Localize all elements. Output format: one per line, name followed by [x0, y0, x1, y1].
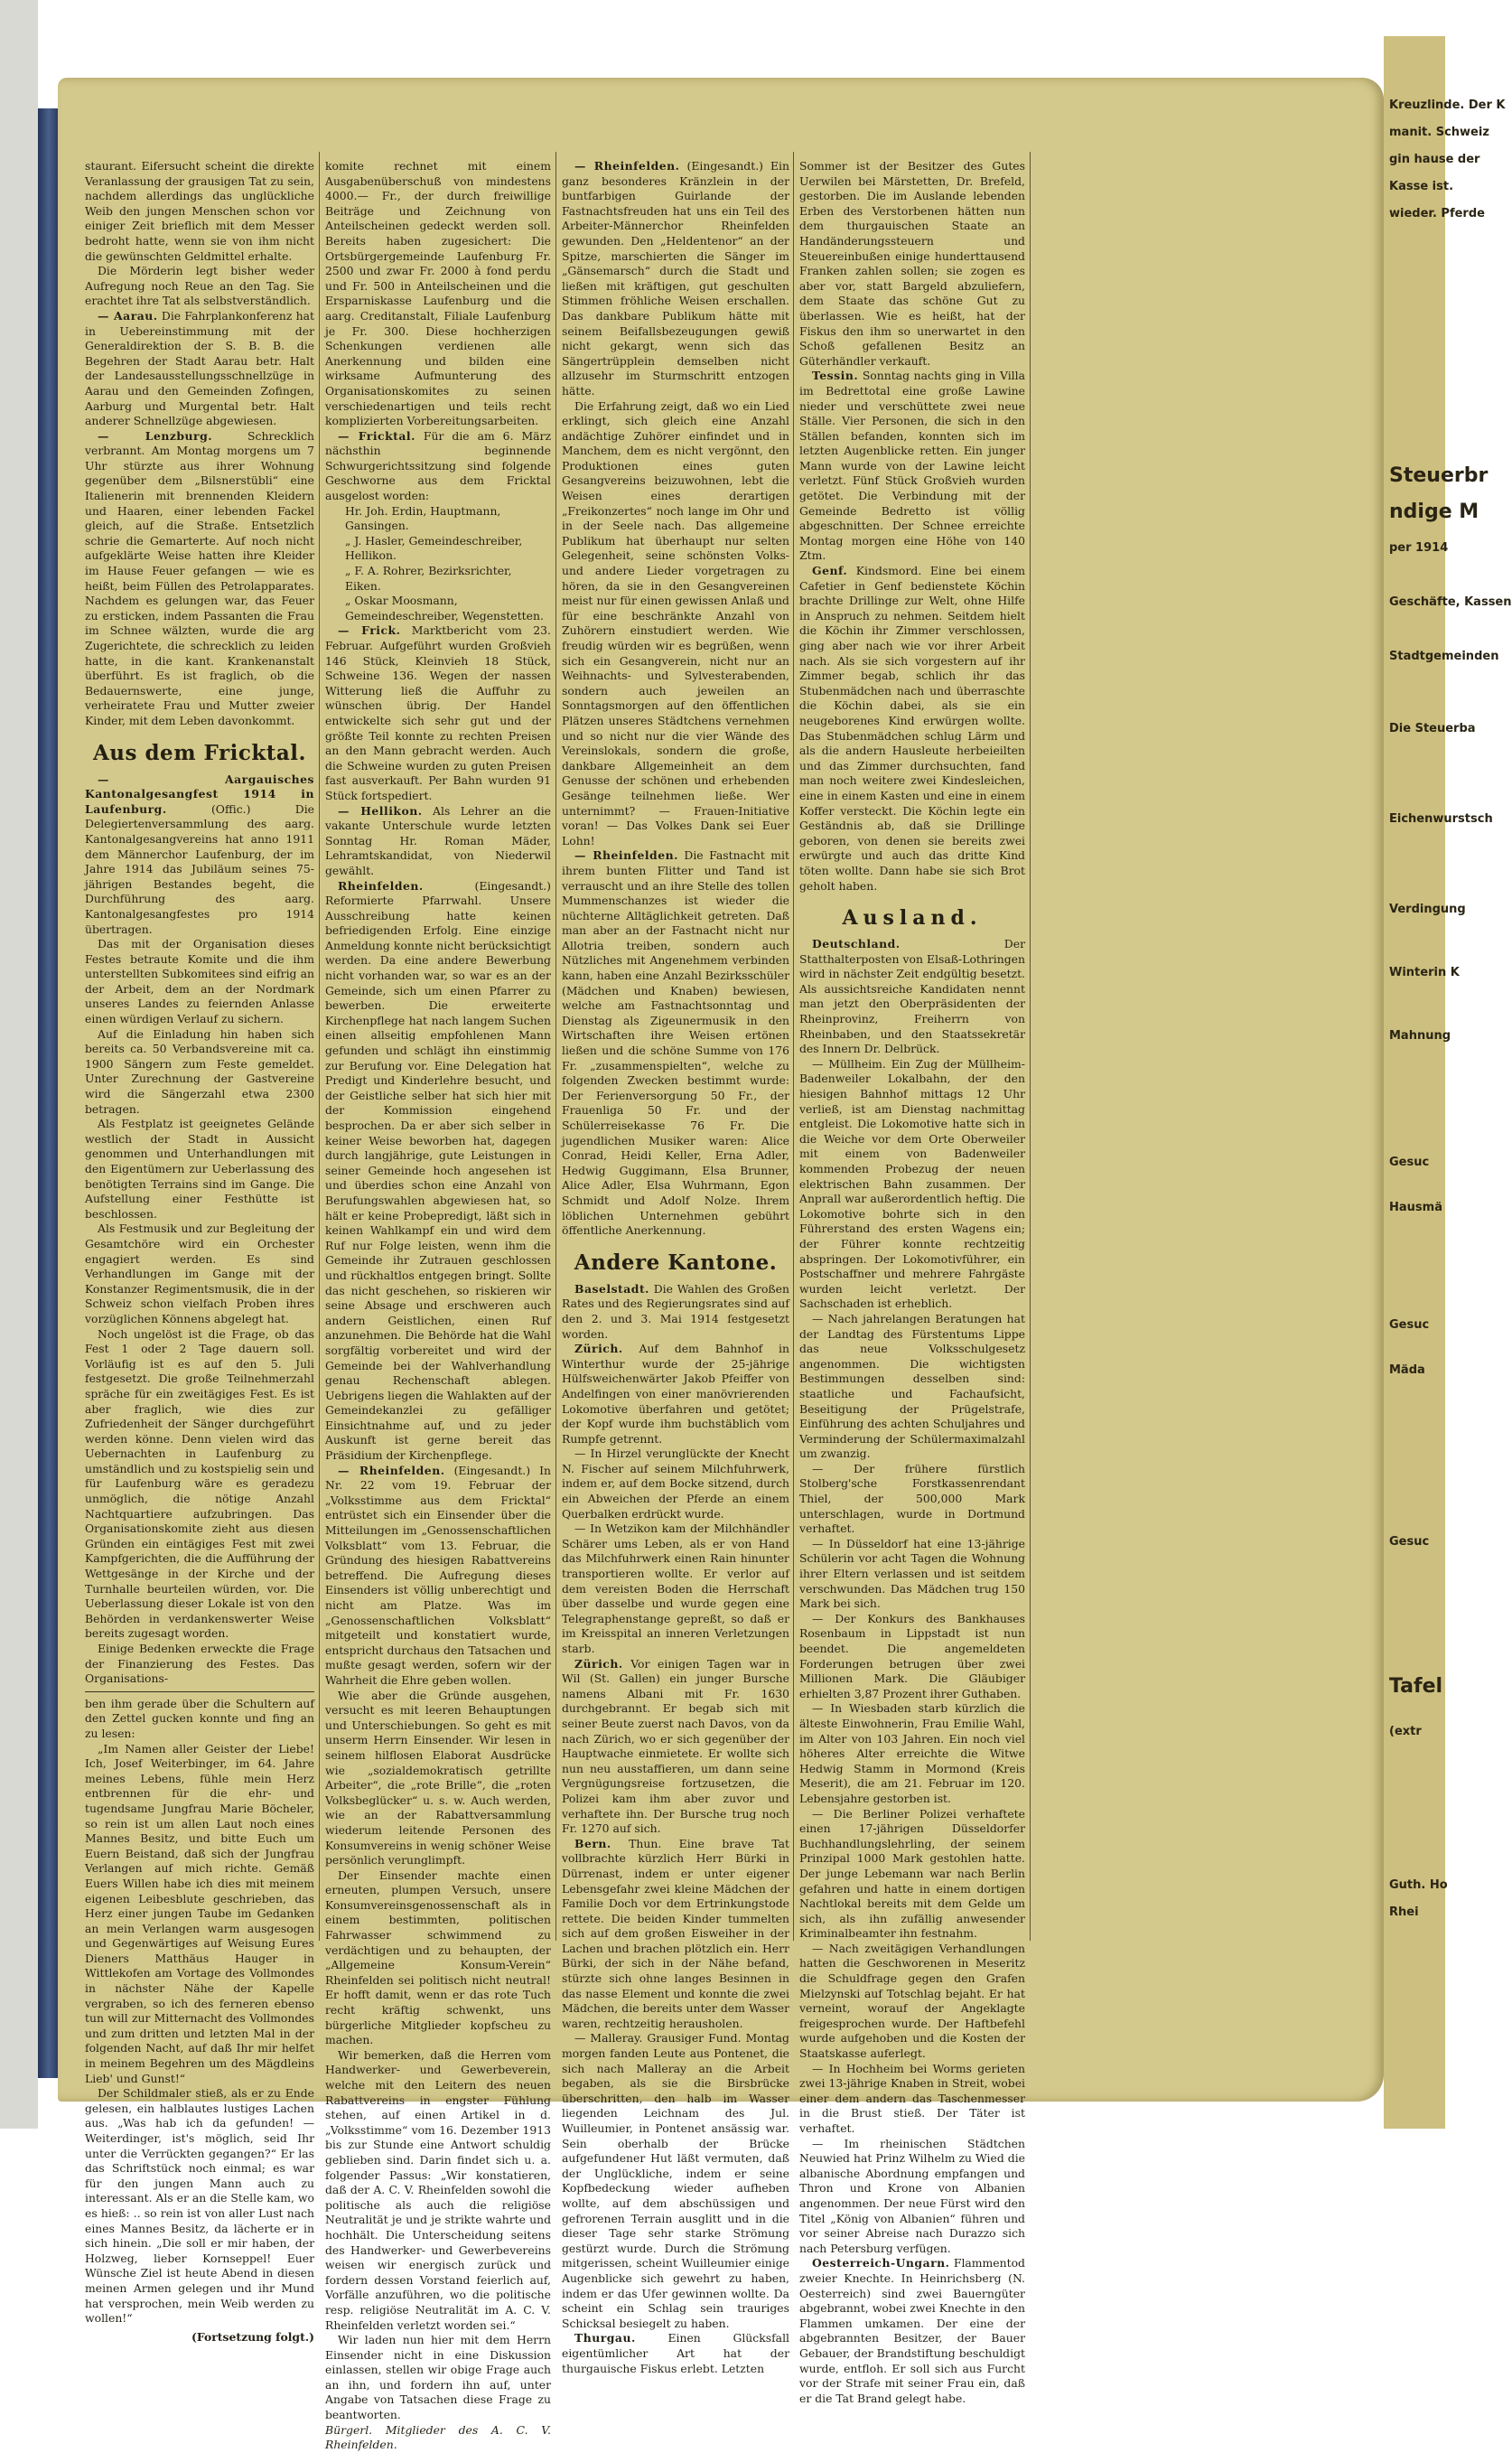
article-paragraph — [799, 1537, 1025, 1612]
dateline: Thurgau. — [574, 2331, 636, 2345]
dateline: Genf. — [812, 564, 848, 578]
article-paragraph — [85, 1027, 314, 1118]
paragraph-text: Noch ungelöst ist die Frage, ob das Fest 1 oder 2 Tage dauern soll. Vorläufig ist es auf den 5. Juli festgesetzt. Die große Teilnehmerzahl spräche für ein zweitägiges Fest. Es ist aber fraglich, wie dies zur Zufriedenheit der Sänger durchgeführt werden könne. Denn vielen wird das Uebernachten in Laufenburg zu umständlich und zu kostspielig sein und für Laufenburg wäre es geradezu unmöglich, die nötige Anzahl Nachtquartiere aufzubringen. Das Organisationskomite zieht aus diesen Gründen ein eintägiges Fest mit zwei Kampfgerichten, die die Aufführung der Wettgesänge in der Kirche und der Turnhalle beurteilen würden, vor. Die Ueberlassung dieser Lokale ist von den Behörden in verdankenswerter Weise bereits zugesagt worden. — [85, 1326, 314, 1641]
paragraph-text: — In Düsseldorf hat eine 13-jährige Schülerin vor acht Tagen die Wohnung ihrer Eltern verlassen und ist seitdem verschwunden. Das Mädchen trug 150 Mark bei sich. — [799, 1536, 1025, 1611]
section-heading: Aus dem Fricktal. — [92, 740, 307, 765]
paragraph-text: Wir laden nun hier mit dem Herrn Einsender nicht in eine Diskussion einlassen, stellen wir obige Frage auch an ihn, und fordern ihn auf, unter Angabe von Tatsachen diese Frage zu beantworten. — [325, 2333, 551, 2422]
article-paragraph — [799, 2137, 1025, 2257]
paragraph-text: Flammentod zweier Knechte. In Heinrichsberg (N. Oesterreich) sind zwei Bauerngüter abgebrannt, wobei zwei Knechte in den Flammen umkamen. Der eine der abgebrannten Besitzer, der Bauer Gebauer, der Brandstiftung beschuldigt wurde, entfloh. Er soll sich aus Furcht vor der Strafe mit seiner Frau ein, daß er die Tat Brand gelegt habe. — [799, 2256, 1025, 2405]
article-paragraph — [799, 1057, 1025, 1312]
article-paragraph — [562, 848, 789, 1238]
article-paragraph — [562, 1282, 789, 1342]
paragraph-text: Einen Glücksfall eigentümlicher Art hat der thurgauische Fiskus erlebt. Letzten — [562, 2331, 789, 2375]
article-paragraph — [799, 564, 1025, 894]
paragraph-text: — Die Berliner Polizei verhaftete einen 17-jährigen Düsseldorfer Buchhandlungslehrling, der seinem Prinzipal 1000 Mark gestohlen hatte. Der junge Lebemann war nach Berlin gefahren und hatte in einem dortigen Nachtlokal bereits mit dem Gelde um sich, als ihn zufällig anwesender Kriminalbeamter ihn festnahm. — [799, 1806, 1025, 1941]
paragraph-text: Marktbericht vom 23. Februar. Aufgeführt wurden Großvieh 146 Stück, Kleinvieh 18 Stück, Schweine 136. Wegen der nassen Witterung ließ die Auffuhr zu wünschen übrig. Der Handel entwickelte sich sehr gut und der größte Teil konnte zu rechten Preisen an den Mann gebracht werden. Auch die Schweine wurden zu guten Preisen fast ausverkauft. Per Bahn wurden 91 Stück fortspediert. — [325, 623, 551, 802]
article-paragraph — [562, 2331, 789, 2376]
adjacent-page-fragment: Hausmä — [1389, 1201, 1442, 1214]
paragraph-text: staurant. Eifersucht scheint die direkte Veranlassung der grausigen Tat zu sein, nachdem allerdings das unglückliche Weib den jungen Menschen schon vor einiger Zeit brieflich mit dem Messer bedroht hatte, wenn sie von ihm nicht die gewünschten Geldmittel erhalte. — [85, 159, 314, 263]
paragraph-text: — Im rheinischen Städtchen Neuwied hat Prinz Wilhelm zu Wied die albanische Abordnung empfangen und Thron und Krone von Albanien angenommen. Der neue Fürst wird den Titel „König von Albanien“ führen und vor seiner Abreise nach Durazzo sich nach Petersburg verfügen. — [799, 2136, 1025, 2255]
article-paragraph — [325, 429, 551, 504]
article-paragraph — [325, 804, 551, 879]
article-paragraph — [562, 1837, 789, 2032]
dateline: Tessin. — [812, 369, 859, 383]
adjacent-page-fragment: Geschäfte, Kassen — [1389, 595, 1512, 609]
book-binding — [38, 108, 58, 2078]
adjacent-page-fragment: wieder. Pferde — [1389, 207, 1485, 220]
paragraph-text: Die Fastnacht mit ihrem bunten Flitter und Tand ist verrauscht und an ihre Stelle des tollen Mummenschanzes ist wieder die nüchterne Alltäglichkeit getreten. Daß man aber an der Fastnacht nicht nur Allotria treiben, sondern auch Nützliches mit Angenehmem verbinden kann, haben eine Anzahl Bezirksschüler (Mädchen und Knaben) bewiesen, welche am Fastnachtsonntag und Dienstag als Zigeunermusik in den Wirtschaften ihre Weisen ertönen ließen und die schöne Summe von 176 Fr. „zusammenspielten“, welche zu folgenden Zwecken bestimmt wurde: Der Ferienversorgung 50 Fr., der Frauenliga 50 Fr. und der Schülerreisekasse 76 Fr. Die jugendlichen Musiker waren: Alice Conrad, Heidi Keller, Erna Adler, Hedwig Guggimann, Elsa Brunner, Alice Adler, Elsa Wuhrmann, Egon Schmidt und Adolf Nolze. Ihrem löblichen Unternehmen gebührt öffentliche Anerkennung. — [562, 848, 790, 1238]
adjacent-page-edge — [1384, 36, 1512, 2129]
paragraph-text: (Eingesandt.) Reformierte Pfarrwahl. Unsere Ausschreibung hatte keinen befriedigenden Erfolg. Eine einzige Anmeldung konnte nicht berücksichtigt werden. Da eine andere Bewerbung nicht vorhanden war, so war es an der Gemeinde, sich um einen Pfarrer zu bewerben. Die erweiterte Kirchenpflege hat nach langem Suchen einen allseitig empfohlenen Mann gefunden und schlägt ihn einstimmig zur Berufung vor. Eine Delegation hat Predigt und Kinderlehre besucht, und der Geistliche selber hat sich hier mit der Kommission eingehend besprochen. Da er aber sich selber in keiner Weise beworben hat, dagegen durch langjährige, gute Leistungen in seiner Gemeinde hoch angesehen ist und überdies schon eine Anzahl von Berufungswahlen abgewiesen hat, so hält er keine Probepredigt, läßt sich in keinen Wahlkampf ein und wird dem Ruf nur Folge leisten, wenn ihm die Gemeinde ihr Zutrauen geschlossen und rückhaltlos entgegen bringt. Sollte das nicht geschehen, so riskieren wir seine Absage und erschweren auch andern Geistlichen, einen Ruf anzunehmen. Die Behörde hat die Wahl sorgfältig vorbereitet und wird der Gemeinde bei der Wahlverhandlung genau Rechenschaft ablegen. Uebrigens liegen die Wahlakten auf der Gemeindekanzlei zu gefälliger Einsichtnahme auf, und zu jeder Auskunft ist gerne bereit das Präsidium der Kirchenpflege. — [325, 878, 551, 1463]
paragraph-text: Kindsmord. Eine bei einem Cafetier in Genf bedienstete Köchin brachte Drillinge zur Welt, ohne Hilfe in Anspruch zu nehmen. Seitdem hielt die Köchin ihr Zimmer verschlossen, ging aber nach wie vor ihrer Arbeit nach. Als sie sich vorgestern auf ihr Zimmer begab, schlich ihr das Stubenmädchen nach und überraschte die Köchin dabei, als sie ein neugeborenes Kind erwürgen wollte. Das Stubenmädchen schlug Lärm und als die andern Hausleute herbeieilten und das Zimmer durchsuchten, fand man noch weitere zwei Kindesleichen, eine in einem Kasten und eine in einem Koffer versteckt. Die Köchin legte ein Geständnis ab, daß sie Drillinge geboren, von denen sie bereits zwei erwürgte und auch das dritte Kind töten wollte. Dann habe sie sich Brot geholt haben. — [799, 564, 1025, 893]
article-paragraph — [85, 1642, 314, 1687]
article-paragraph — [562, 399, 789, 849]
article-paragraph — [85, 1742, 314, 2087]
dateline: — Rheinfelden. — [574, 159, 680, 173]
adjacent-page-fragment: Eichenwurstsch — [1389, 812, 1493, 826]
continuation-note: (Fortsetzung folgt.) — [191, 2329, 314, 2344]
list-item: „ F. A. Rohrer, Bezirksrichter, Eiken. — [345, 564, 512, 593]
column-1 — [85, 159, 314, 2344]
article-paragraph — [325, 2333, 551, 2423]
adjacent-page-fragment: Winterin K — [1389, 966, 1460, 979]
article-paragraph — [562, 1521, 789, 1656]
article-paragraph — [799, 937, 1025, 1057]
article-paragraph — [562, 2031, 789, 2331]
adjacent-page-fragment: manit. Schweiz — [1389, 126, 1489, 139]
paragraph-text: — In Hirzel verunglückte der Knecht N. Fischer auf seinem Milchfuhrwerk, indem er, auf dem Bocke sitzend, durch ein Abweichen der Pferde an einem Querbalken erdrückt wurde. — [562, 1447, 789, 1521]
juror-list — [325, 504, 551, 624]
adjacent-page-fragment: Mahnung — [1389, 1029, 1451, 1043]
feuilleton-divider — [85, 1691, 314, 1692]
paragraph-text: — Nach zweitägigen Verhandlungen hatten die Geschworenen in Meseritz die Schuldfrage gegen den Grafen Mielzynski auf Totschlag bejaht. Er hat verneint, worauf der Angeklagte freigesprochen wurde. Der Haftbefehl wurde aufgehoben und die Kosten der Staatskasse auferlegt. — [799, 1941, 1025, 2061]
section-heading: Ausland. — [842, 906, 983, 931]
paragraph-text: — Müllheim. Ein Zug der Müllheim-Badenweiler Lokalbahn, der den hiesigen Bahnhof mittags 12 Uhr verließ, ist am Dienstag nachmittag entgleist. Die Lokomotive hatte sich in die Weiche vor dem Orte Oberweiler mit einem von Badenweiler kommenden Probezug der neuen elektrischen Bahn zusammen. Der Anprall war außerordentlich heftig. Die Lokomotive bohrte sich in den Führerstand des ersten Wagens ein; der Führer konnte rechtzeitig abspringen. Der Lokomotivführer, ein Postschaffner und mehrere Fahrgäste wurden leicht verletzt. Der Sachschaden ist erheblich. — [799, 1056, 1025, 1311]
column-2 — [325, 159, 552, 2452]
paragraph-text: Die Fahrplankonferenz hat in Uebereinstimmung mit der Generaldirektion der S. B. B. die Begehren der Stadt Aarau betr. Halt der Landesausstellungsschnellzüge in Aarau und den Gemeinden Zofingen, Aarburg und Murgental betr. Halt anderer Schnellzüge abgewiesen. — [85, 308, 314, 428]
paragraph-text: (Eingesandt.) Ein ganz besonderes Kränzlein in der buntfarbigen Guirlande der Fastnachtsfreuden hat uns ein Teil des Arbeiter-Männerchor Rheinfelden gewunden. Den „Heldentenor“ an der Spitze, marschierten die Sänger im „Gänsemarsch“ durch die Stadt und ließen mit kräftigen, gut geschulten Stimmen fröhliche Weisen erschallen. Das dankbare Publikum hätte mit seinem Beifallsbezeugungen gewiß nicht gekargt, wenn sich das Sängertrüpplein demselben nicht allzusehr im Sturmschritt entzogen hätte. — [562, 159, 789, 398]
column-4 — [799, 159, 1025, 2405]
paragraph-text: — In Wiesbaden starb kürzlich die älteste Einwohnerin, Frau Emilie Wahl, im Alter von 103 Jahren. Ein noch viel höheres Alter erreichte die Witwe Hedwig Stamm in Mormond (Kreis Meserit), die am 21. Februar im 120. Lebensjahre gestorben ist. — [799, 1701, 1025, 1805]
adjacent-page-fragment: per 1914 — [1389, 541, 1449, 555]
article-paragraph — [799, 1942, 1025, 2062]
article-paragraph — [325, 1464, 551, 1689]
dateline: Baselstadt. — [574, 1281, 649, 1296]
paragraph-text: Der Statthalterposten von Elsaß-Lothringen wird in nächster Zeit endgültig besetzt. Als aussichtsreiche Kandidaten nennt man jetzt den Oberpräsidenten der Rheinprovinz, Freiherrn von Rheinbaben, und den Staatssekretär des Innern Dr. Delbrück. — [799, 937, 1025, 1056]
adjacent-page-fragment: (extr — [1389, 1725, 1422, 1738]
article-paragraph — [799, 1807, 1025, 1942]
dateline: Zürich. — [574, 1656, 623, 1671]
paragraph-text: Die Erfahrung zeigt, daß wo ein Lied erklingt, sich gleich eine Anzahl andächtige Zuhörer einfindet und in Manchem, dem es nicht vergönnt, den Produktionen eines guten Gesangvereins beizuwohnen, lebt die Weisen eines derartigen „Freikonzertes“ noch lange im Ohr und in der Seele nach. Das allgemeine Publikum hat überhaupt nur selten Gelegenheit, seine schönsten Volks- und andere Lieder vorgetragen zu hören, da sie in den Gesangvereinen meist nur für einen gewissen Anlaß und für eine beschränkte Anzahl von Zuhörern einstudiert werden. Wie freudig würden wir es begrüßen, wenn sich ein Gesangverein, nicht nur an Weihnachts- und Sylvesterabenden, sondern auch jeweilen an Sonntagsmorgen auf den öffentlichen Plätzen unseres Städtchens vernehmen und so nicht nur die vier Wände des Vereinslokals, sondern die große, dankbare Allgemeinheit an dem Genusse der schönen und erhebenden Gesänge teilnehmen ließe. Wer unternimmt? — Frauen-Initiative voran! — Das Volkes Dank sei Euer Lohn! — [562, 398, 789, 847]
article-paragraph — [799, 369, 1025, 564]
list-item: „ J. Hasler, Gemeindeschreiber, Hellikon. — [345, 533, 523, 563]
section-heading: Andere Kantone. — [574, 1250, 778, 1275]
adjacent-page-fragment: Verdingung — [1389, 903, 1466, 916]
article-paragraph — [799, 159, 1025, 369]
adjacent-page-fragment: Rhei — [1389, 1905, 1419, 1919]
article-paragraph — [85, 2086, 314, 2327]
paragraph-text: Wie aber die Gründe ausgehen, versucht es mit leeren Behauptungen und Unterschiebungen. So geht es mit unserm Herrn Einsender. Wir lesen in seinem hilflosen Elaborat Ausdrücke wie „sozialdemokratisch getrillte Arbeiter“, die „rote Brille“, die „roten Volksbeglücker“ u. s. w. Auch werden, wie an der Rabattversammlung wiederum leitende Personen des Konsumvereins in wenig schöner Weise persönlich verunglimpft. — [325, 1688, 551, 1868]
adjacent-page-fragment: Tafel — [1389, 1675, 1443, 1698]
article-paragraph — [325, 879, 551, 1464]
dateline: Zürich. — [574, 1342, 623, 1356]
paragraph-text: Als Festplatz ist geeignetes Gelände westlich der Stadt in Aussicht genommen und Unterhandlungen mit den Eigentümern zur Ueberlassung des benötigten Terrains sind im Gange. Die Aufstellung einer Festhütte ist beschlossen. — [85, 1117, 314, 1221]
column-rule — [793, 152, 794, 1941]
adjacent-page-fragment: Guth. Ho — [1389, 1878, 1448, 1892]
dateline: — Frick. — [338, 623, 401, 638]
article-paragraph — [85, 264, 314, 309]
paragraph-text: (Offic.) Die Delegiertenversammlung des aarg. Kantonalgesangvereins hat anno 1911 dem Männerchor Laufenburg, der im Jahre 1914 das Jubiläum seines 75-jährigen Bestandes begeht, die Durchführung des aarg. Kantonalgesangfestes pro 1914 übertragen. — [85, 801, 314, 936]
paragraph-text: Wir bemerken, daß die Herren vom Handwerker- und Gewerbeverein, welche mit den Leitern des neuen Rabattvereins in engster Fühlung stehen, auf einen Artikel in d. „Volksstimme“ vom 16. Dezember 1913 bis zur Stunde eine Antwort schuldig geblieben sind. Darin findet sich u. a. folgender Passus: „Wir konstatieren, daß der A. C. V. Rheinfelden sowohl die politische als auch die religiöse Neutralität je und je strikte wahrte und hochhält. Die Unterscheidung seitens des Handwerker- und Gewerbevereins weisen wir energisch zurück und fordern dessen Vorstand feierlich auf, Vorfälle anzuführen, wo die politische resp. religiöse Neutralität im A. C. V. Rheinfelden verletzt worden sei.“ — [325, 2047, 551, 2332]
dateline: Bern. — [574, 1836, 611, 1850]
article-paragraph — [325, 2048, 551, 2333]
dateline: — Rheinfelden. — [574, 848, 678, 863]
column-3 — [562, 159, 790, 2375]
list-item: „ Oskar Moosmann, Gemeindeschreiber, Wegenstetten. — [345, 594, 544, 623]
article-signature: Bürgerl. Mitglieder des A. C. V. Rheinfelden. — [325, 2422, 551, 2452]
article-paragraph — [325, 623, 551, 803]
paragraph-text: — In Wetzikon kam der Milchhändler Schärer ums Leben, als er von Hand das Milchfuhrwerk einen Rain hinunter transportieren wollte. Er verlor auf dem vereisten Boden die Herrschaft über dasselbe und wurde gegen eine Telegraphenstange gepreßt, so daß er im Kreisspital an inneren Verletzungen starb. — [562, 1521, 789, 1655]
article-paragraph — [85, 1327, 314, 1642]
paragraph-text: Als Festmusik und zur Begleitung der Gesamtchöre wird ein Orchester engagiert werden. Es sind Verhandlungen im Gange mit der Konstanzer Regimentsmusik, die in der Schweiz schon vielfach Proben ihres vorzüglichen Könnens abgelegt hat. — [85, 1222, 314, 1325]
adjacent-page-fragment: ndige M — [1389, 501, 1479, 523]
dateline: — Fricktal. — [338, 428, 415, 443]
adjacent-page-fragment: Die Steuerba — [1389, 722, 1476, 735]
article-paragraph — [799, 1312, 1025, 1462]
article-paragraph — [799, 1612, 1025, 1702]
article-paragraph — [85, 429, 314, 729]
dateline: — Aarau. — [98, 308, 158, 323]
article-paragraph — [85, 937, 314, 1027]
article-paragraph — [85, 309, 314, 429]
paragraph-text: ben ihm gerade über die Schultern auf den Zettel gucken konnte und fing an zu lesen: — [85, 1696, 314, 1740]
paragraph-text: Sonntag nachts ging in Villa im Bedrettotal eine große Lawine nieder und verschüttete zwei neue Ställe. Vier Personen, die sich in den Ställen befanden, konnten sich im letzten Augenblicke retten. Ein junger Mann wurde von der Lawine leicht verletzt. Fünf Stück Großvieh wurden getötet. Die Verbindung mit der Gemeinde Bedretto ist völlig abgeschnitten. Der Schnee erreichte Montag morgen eine Höhe von 140 Ztm. — [799, 369, 1025, 563]
paragraph-text: Auf die Einladung hin haben sich bereits ca. 50 Verbandsvereine mit ca. 1900 Sängern zum Feste gemeldet. Unter Zurechnung der Gastvereine wird die Sängerzahl etwa 2300 betragen. — [85, 1026, 314, 1116]
adjacent-page-fragment: Steuerbr — [1389, 464, 1489, 487]
adjacent-page-fragment: Gesuc — [1389, 1318, 1430, 1332]
paragraph-text: Für die am 6. März nächsthin beginnende Schwurgerichtssitzung sind folgende Geschworne aus dem Fricktal ausgelost worden: — [325, 428, 552, 503]
paragraph-text: Schrecklich verbrannt. Am Montag morgens um 7 Uhr stürzte aus ihrer Wohnung gegenüber dem „Bilsnerstübli“ eine Italienerin mit brennenden Kleidern und Haaren, einer lebenden Fackel gleich, auf die Straße. Entsetzlich schrie die Gemarterte. Auf noch nicht aufgeklärte Weise hatten ihre Kleider im Hause Feuer gefangen — wie es heißt, beim Füllen des Petrolapparates. Nachdem es gelungen war, das Feuer zu ersticken, indem Passanten die Frau im Schnee wälzten, wurde die arg Zugerichtete, die schrecklich zu leiden hatte, in die kant. Krankenanstalt überführt. Es ist fraglich, ob die Bedauernswerte, eine junge, verheiratete Frau und Mutter zweier Kinder, mit dem Leben davonkommt. — [85, 428, 314, 727]
article-paragraph — [325, 159, 551, 429]
dateline: — Rheinfelden. — [338, 1463, 445, 1477]
paragraph-text: — In Hochheim bei Worms gerieten zwei 13-jährige Knaben in Streit, wobei einer dem andern das Taschenmesser in die Brust stieß. Der Täter ist verhaftet. — [799, 2061, 1025, 2135]
paragraph-text: Einige Bedenken erweckte die Frage der Finanzierung des Festes. Das Organisations- — [85, 1642, 314, 1686]
book-left-edge — [0, 0, 38, 2129]
paragraph-text: Vor einigen Tagen war in Wil (St. Gallen) ein junger Bursche namens Albani mit Fr. 1630 durchgebrannt. Er begab sich mit seiner Beute zuerst nach Davos, von da nach Zürich, wo er sich gegenüber der Hauptwache einmietete. Er wollte sich nun neu ausstaffieren, um dann seine Vergnügungsreise fortzusetzen, die Polizei kam ihm aber zuvor und verhaftete ihn. Der Bursche trug noch Fr. 1270 auf sich. — [562, 1656, 789, 1836]
adjacent-page-fragment: Stadtgemeinden — [1389, 650, 1499, 663]
adjacent-page-fragment: gin hause der — [1389, 153, 1480, 166]
article-paragraph — [85, 159, 314, 264]
paragraph-text: (Eingesandt.) In Nr. 22 vom 19. Februar der „Volksstimme aus dem Fricktal“ entrüstet sich ein Einsender über die Mitteilungen im „Genossenschaftlichen Volksblatt“ vom 13. Februar, die Gründung des hiesigen Rabattvereins betreffend. Die Aufregung dieses Einsenders ist völlig unberechtigt und nicht am Platze. Was im „Genossenschaftlichen Volksblatt“ mitgeteilt und konstatiert wurde, entspricht durchaus den Tatsachen und mußte gesagt werden, sofern wir der Wahrheit die Ehre geben wollen. — [325, 1463, 551, 1687]
article-paragraph — [325, 1868, 551, 2048]
paragraph-text: Thun. Eine brave Tat vollbrachte kürzlich Herr Bürki in Dürrenast, indem er unter eigener Lebensgefahr zwei kleine Mädchen der Familie Doch vor dem Ertrinkungstode rettete. Die beiden Kinder tummelten sich auf dem großen Eisweiher in der Lachen und brachen plötzlich ein. Herr Bürki, der sich in der Nähe befand, stürzte sich ohne langes Besinnen in das nasse Element und konnte die zwei Mädchen, die bereits unter dem Wasser waren, rechtzeitig herausholen. — [562, 1836, 789, 2030]
dateline: — Lenzburg. — [98, 428, 213, 443]
paragraph-text: Der Einsender machte einen erneuten, plumpen Versuch, unsere Konsumvereinsgenossenschaft als in einem bestimmten, politischen Fahrwasser schwimmend zu verdächtigen und zu behaupten, der „Allgemeine Konsum-Verein“ Rheinfelden sei politisch nicht neutral! Er hofft damit, wenn er das rote Tuch recht kräftig schwenkt, uns bürgerliche Mitglieder kopfscheu zu machen. — [325, 1868, 551, 2047]
article-paragraph — [562, 1657, 789, 1837]
adjacent-page-fragment: Kreuzlinde. Der K — [1389, 98, 1506, 112]
article-paragraph — [85, 1222, 314, 1326]
article-paragraph — [85, 1697, 314, 1742]
paragraph-text: Auf dem Bahnhof in Winterthur wurde der 25-jährige Hülfsweichenwärter Jakob Pfeiffer von Andelfingen von einer manövrierenden Lokomotive überfahren und getötet; der Kopf wurde ihm buchstäblich vom Rumpfe getrennt. — [562, 1342, 789, 1446]
dateline: — Hellikon. — [338, 803, 423, 818]
paragraph-text: — Der frühere fürstlich Stolberg'sche Forstkassenrendant Thiel, der 500,000 Mark unterschlagen, wurde in Dortmund verhaftet. — [799, 1461, 1025, 1536]
paragraph-text: „Im Namen aller Geister der Liebe! Ich, Josef Weiterbinger, im 64. Jahre meines Lebens, fühle mein Herz entbrennen für die ehr- und tugendsame Jungfrau Marie Böcheler, so rein ist um allen Laut noch eines Mannes Besitz, und bitte Euch um Euern Beistand, daß sich der Jungfrau Verlangen auf mich richte. Gemäß Euers Willen habe ich dies mit meinem eigenen Leibesblute geschrieben, das Herz einer jungen Taube im Gedanken an mein Verlangen warm ausgesogen und Gegenwärtiges auf Weisung Eures Dieners Matthäus Hauger in Wittlekofen am Vortage des Vollmondes in nächster Nähe der Kapelle vergraben, so ich des ferneren ebenso tun will zur Mitternacht des Vollmondes und zum dritten und letzten Mal in der folgenden Nacht, auf daß Ihr mir helfet in meinem Begehren um des Mägdleins Lieb' und Gunst!“ — [85, 1741, 314, 2085]
adjacent-page-fragment: Gesuc — [1389, 1535, 1430, 1549]
paragraph-text: Sommer ist der Besitzer des Gutes Uerwilen bei Märstetten, Dr. Brefeld, gestorben. Die im Auslande lebenden Erben des Verstorbenen hätten nun dem thurgauischen Staate an Handänderungssteuern und Steuereinbußen einige hunderttausend Franken zahlen sollen; sie zogen es aber vor, statt Bargeld abzuliefern, dem Staate das schöne Gut zu überlassen. Wie es heißt, hat der Fiskus den ihm so unerwartet in den Schoß gefallenen Besitz an Güterhändler verkauft. — [799, 159, 1025, 368]
paragraph-text: Das mit der Organisation dieses Festes betraute Komite und die ihm unterstellten Subkomitees sind eifrig an der Arbeit, dem an der Nordmark unseres Landes zu feiernden Anlasse einen würdigen Verlauf zu sichern. — [85, 937, 314, 1026]
dateline: Deutschland. — [812, 937, 901, 951]
article-paragraph — [562, 1447, 789, 1521]
list-item: Hr. Joh. Erdin, Hauptmann, Gansingen. — [345, 503, 501, 533]
paragraph-text: Die Wahlen des Großen Rates und des Regierungsrates sind auf den 2. und 3. Mai 1914 festgesetzt worden. — [562, 1281, 789, 1341]
paragraph-text: — Der Konkurs des Bankhauses Rosenbaum in Lippstadt ist nun beendet. Die angemeldeten Forderungen betrugen über zwei Millionen Mark. Die Gläubiger erhielten 3,87 Prozent ihrer Guthaben. — [799, 1611, 1025, 1700]
dateline: Oesterreich-Ungarn. — [812, 2256, 950, 2270]
article-paragraph — [85, 1117, 314, 1222]
paragraph-text: — Nach jahrelangen Beratungen hat der Landtag des Fürstentums Lippe das neue Volksschulgesetz angenommen. Die wichtigsten Bestimmungen desselben sind: staatliche und Fachaufsicht, Beseitigung der Prügelstrafe, Einführung des achten Schuljahres und Verminderung der Schülermaximalzahl um zwanzig. — [799, 1311, 1025, 1461]
paragraph-text: Die Mörderin legt bisher weder Aufregung noch Reue an den Tag. Sie erachtet ihre Tat als selbstverständlich. — [85, 264, 314, 308]
article-paragraph — [799, 1701, 1025, 1806]
paragraph-text: Als Lehrer an die vakante Unterschule wurde letzten Sonntag Hr. Roman Mäder, Lehramtskandidat, von Niederwil gewählt. — [325, 803, 551, 877]
dateline: — Aargauisches Kantonalgesangfest 1914 in Laufenburg. — [85, 772, 314, 816]
paragraph-text: — Malleray. Grausiger Fund. Montag morgen fanden Leute aus Pontenet, die sich nach Malleray an die Arbeit begaben, als sie die Birsbrücke überschritten, den halb im Wasser liegenden Leichnam des Jul. Wuilleumier, in Pontenet ansässig war. Sein oberhalb der Brücke aufgefundener Hut läßt vermuten, daß der Unglückliche, indem er seine Kopfbedeckung wieder aufheben wollte, auf dem abschüssigen und gefrorenen Terrain ausglitt und in die dieser Tage sehr starke Strömung gestürzt wurde. Durch die Strömung mitgerissen, scheint Wuilleumier einige Augenblicke sich gewehrt zu haben, indem er das Ufer gewinnen wollte. Da scheint ein Schlag sein trauriges Schicksal besiegelt zu haben. — [562, 2031, 789, 2330]
article-paragraph — [799, 2256, 1025, 2406]
dateline: Rheinfelden. — [338, 878, 424, 893]
paragraph-text: komite rechnet mit einem Ausgabenüberschuß von mindestens 4000.— Fr., der durch freiwillige Beiträge und Zeichnung von Anteilscheinen gedeckt werden soll. Bereits haben zugesichert: Die Ortsbürgergemeinde Laufenburg Fr. 2500 und zwar Fr. 2000 à fond perdu und Fr. 500 in Anteilscheinen und die Ersparniskasse Laufenburg und die aarg. Creditanstalt, Filiale Laufenburg je Fr. 300. Diese hochherzigen Schenkungen verdienen alle Anerkennung und bilden eine wirksame Aufmunterung des Organisationskomites zu seinen verschiedenartigen und teils recht komplizierten Vorbereitungsarbeiten. — [325, 159, 551, 428]
article-paragraph — [799, 1462, 1025, 1537]
article-paragraph — [85, 772, 314, 938]
article-paragraph — [325, 1689, 551, 1868]
adjacent-page-fragment: Kasse ist. — [1389, 180, 1454, 193]
article-paragraph — [562, 1342, 789, 1447]
adjacent-page-fragment: Gesuc — [1389, 1156, 1430, 1169]
adjacent-page-fragment: Mäda — [1389, 1363, 1425, 1377]
column-rule — [1030, 152, 1031, 1941]
article-paragraph — [799, 2062, 1025, 2137]
paragraph-text: Der Schildmaler stieß, als er zu Ende gelesen, ein halblautes lustiges Lachen aus. „Was hab ich da gefunden! — Weiterdinger, ist's möglich, seid Ihr unter die Verrückten gegangen?“ Er las das Schriftstück noch einmal; es war für den jungen Mann auch zu interessant. Als er an die Stelle kam, wo es hieß: .. so rein ist von aller Lust nach eines Mannes Besitz, da lächerte er in sich hinein. „Die soll er mir haben, der Holzweg, lieber Kornseppel! Euer Wünsche Ziel ist heute Abend in diesen meinen Armen gelegen und ihr Mund hat versprochen, mein Weib werden zu wollen!“ — [85, 2086, 314, 2326]
column-rule — [319, 152, 320, 1941]
article-paragraph — [562, 159, 789, 399]
column-rule — [555, 152, 556, 1941]
